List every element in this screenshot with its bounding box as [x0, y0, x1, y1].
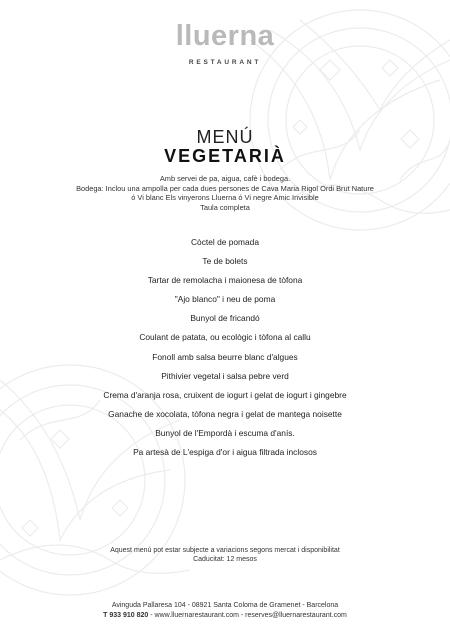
course-item: Coulant de patata, ou ecològic i tòfona al callu — [139, 332, 311, 343]
intro-line: Bodega: Inclou una ampolla per cada dues persones de Cava Maria Rigol Ordi Brut Nature — [76, 183, 374, 193]
course-item: Crema d'aranja rosa, cruixent de iogurt i gelat de iogurt i gingebre — [103, 389, 347, 400]
footer-address: Avinguda Pallaresa 104 - 08921 Santa Coloma de Gramenet - Barcelona — [111, 602, 339, 609]
menu-intro — [0, 174, 450, 212]
intro-line: Amb servei de pa, aigua, cafè i bodega. — [159, 174, 291, 183]
course-item: Pa artesà de L'espiga d'or i aigua filtrada inclosos — [133, 447, 317, 458]
footer-contact — [0, 611, 450, 621]
course-item: "Ajo blanco" i neu de poma — [174, 294, 276, 305]
expiry-line: Caducitat: 12 mesos — [193, 556, 257, 563]
course-item: Te de bolets — [202, 256, 248, 267]
footer-phone: T 933 910 820 — [103, 611, 149, 619]
course-item: Ganache de xocolata, tòfona negra i gelat de mantega noisette — [108, 408, 342, 419]
course-item: Bunyol de l'Empordà i escuma d'anís. — [155, 427, 295, 438]
menu-subtitle: VEGETARIÀ — [164, 146, 286, 166]
footer — [0, 601, 450, 620]
course-item: Tartar de remolacha i maionesa de tòfona — [147, 275, 303, 286]
intro-line: ó Vi blanc Els vinyerons Lluerna ó Vi negre Amic Invisible — [131, 193, 319, 202]
brand-logo: lluerna — [175, 20, 275, 52]
menu-title: MENÚ — [196, 127, 254, 147]
menu-note — [0, 546, 450, 564]
note-line: Aquest menú pot estar subjecte a variacions segons mercat i disponibilitat — [110, 547, 340, 554]
course-item: Fonoll amb salsa beurre blanc d'algues — [152, 351, 298, 362]
intro-line: Taula completa — [200, 202, 250, 212]
course-item: Còctel de pomada — [191, 237, 259, 247]
course-item: Bunyol de fricandó — [190, 313, 260, 324]
footer-web-email: - www.lluernarestaurant.com - reserves@lluernarestaurant.com — [148, 611, 347, 619]
course-item: Pithivier vegetal i salsa pebre verd — [161, 370, 289, 381]
course-list — [0, 237, 450, 466]
brand-subtitle: RESTAURANT — [188, 59, 262, 66]
